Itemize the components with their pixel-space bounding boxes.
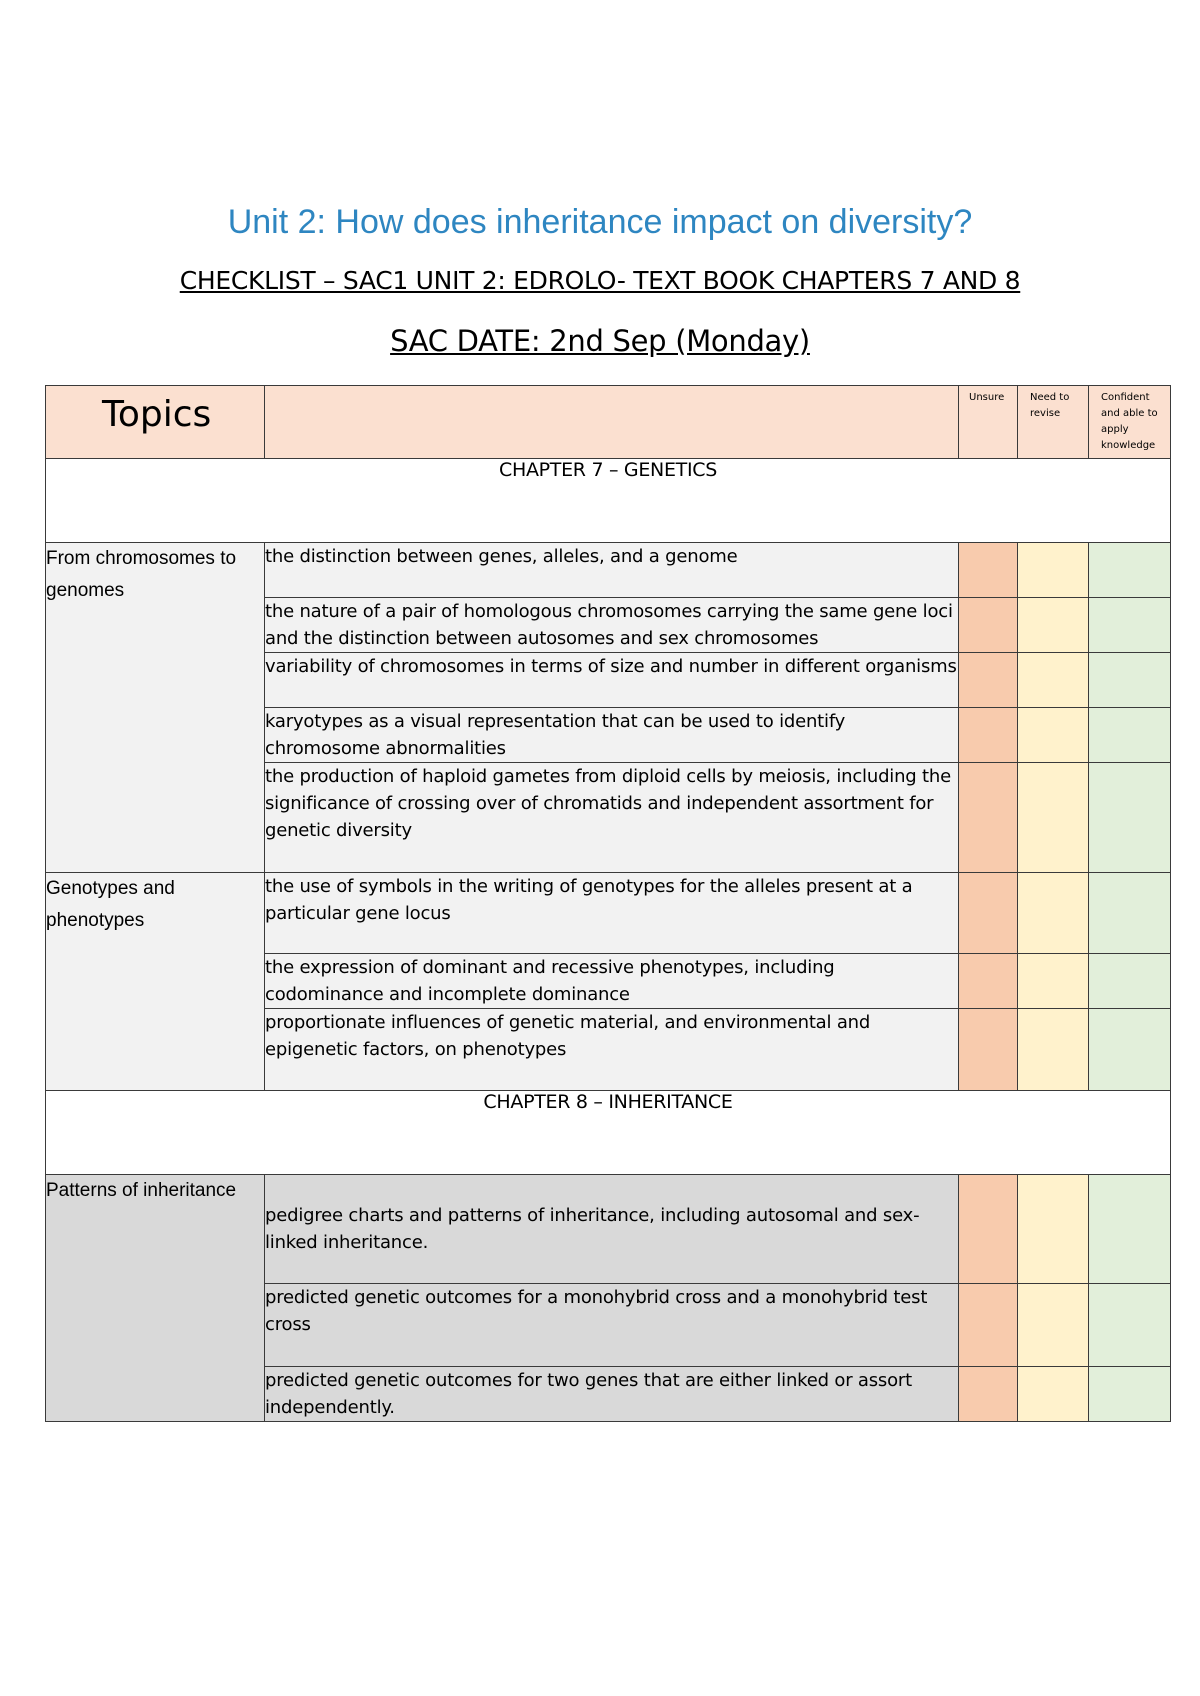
table-row (46, 543, 1171, 598)
page-title: Unit 2: How does inheritance impact on diversity? (227, 203, 973, 241)
need-to-revise-checkbox[interactable] (1018, 1175, 1089, 1284)
topics-header: Topics (46, 386, 265, 459)
confident-header: Confident and able to apply knowledge (1089, 386, 1171, 459)
checklist-item: predicted genetic outcomes for a monohybrid cross and a monohybrid test cross (265, 1284, 959, 1367)
need-to-revise-checkbox[interactable] (1018, 653, 1089, 708)
checklist-item: pedigree charts and patterns of inheritance, including autosomal and sex-linked inheritance. (265, 1175, 959, 1284)
checklist-item: predicted genetic outcomes for two genes that are either linked or assort independently. (265, 1367, 959, 1422)
checklist-item: variability of chromosomes in terms of size and number in different organisms (265, 653, 959, 708)
unsure-checkbox[interactable] (959, 763, 1018, 873)
checklist-item: the expression of dominant and recessive phenotypes, including codominance and incomplete dominance (265, 954, 959, 1009)
table-row (46, 873, 1171, 954)
confident-checkbox[interactable] (1089, 543, 1171, 598)
need-to-revise-checkbox[interactable] (1018, 1284, 1089, 1367)
need-to-revise-checkbox[interactable] (1018, 1367, 1089, 1422)
need-to-revise-checkbox[interactable] (1018, 763, 1089, 873)
unsure-checkbox[interactable] (959, 1284, 1018, 1367)
chapter-7-heading: CHAPTER 7 – GENETICS (46, 459, 1171, 543)
description-header (265, 386, 959, 459)
checklist-item: the distinction between genes, alleles, and a genome (265, 543, 959, 598)
need-to-revise-checkbox[interactable] (1018, 708, 1089, 763)
unsure-checkbox[interactable] (959, 1009, 1018, 1091)
topic-genotypes-and-phenotypes: Genotypes and phenotypes (46, 873, 265, 1091)
unsure-checkbox[interactable] (959, 1367, 1018, 1422)
chapter-row (46, 1091, 1171, 1175)
need-to-revise-header: Need to revise (1018, 386, 1089, 459)
unsure-checkbox[interactable] (959, 708, 1018, 763)
checklist-item: the production of haploid gametes from diploid cells by meiosis, including the significance of crossing over of chromatids and independent assortment for genetic diversity (265, 763, 959, 873)
unsure-checkbox[interactable] (959, 1175, 1018, 1284)
confident-checkbox[interactable] (1089, 1284, 1171, 1367)
topic-chromosomes-to-genomes: From chromosomes to genomes (46, 543, 265, 873)
checklist-item: the use of symbols in the writing of genotypes for the alleles present at a particular gene locus (265, 873, 959, 954)
need-to-revise-checkbox[interactable] (1018, 873, 1089, 954)
need-to-revise-checkbox[interactable] (1018, 598, 1089, 653)
confident-checkbox[interactable] (1089, 1009, 1171, 1091)
confident-checkbox[interactable] (1089, 954, 1171, 1009)
checklist-subtitle: CHECKLIST – SAC1 UNIT 2: EDROLO- TEXT BOOK CHAPTERS 7 AND 8 (179, 266, 1021, 295)
unsure-checkbox[interactable] (959, 598, 1018, 653)
unsure-checkbox[interactable] (959, 653, 1018, 708)
checklist-item: karyotypes as a visual representation that can be used to identify chromosome abnormalities (265, 708, 959, 763)
sac-date: SAC DATE: 2nd Sep (Monday) (390, 324, 810, 358)
confident-checkbox[interactable] (1089, 598, 1171, 653)
unsure-checkbox[interactable] (959, 954, 1018, 1009)
need-to-revise-checkbox[interactable] (1018, 954, 1089, 1009)
need-to-revise-checkbox[interactable] (1018, 543, 1089, 598)
confident-checkbox[interactable] (1089, 708, 1171, 763)
checklist-table (45, 385, 1171, 1422)
confident-checkbox[interactable] (1089, 1367, 1171, 1422)
unsure-header: Unsure (959, 386, 1018, 459)
confident-checkbox[interactable] (1089, 653, 1171, 708)
confident-checkbox[interactable] (1089, 1175, 1171, 1284)
chapter-row (46, 459, 1171, 543)
confident-checkbox[interactable] (1089, 873, 1171, 954)
confident-checkbox[interactable] (1089, 763, 1171, 873)
unsure-checkbox[interactable] (959, 873, 1018, 954)
checklist-item: proportionate influences of genetic material, and environmental and epigenetic factors, on phenotypes (265, 1009, 959, 1091)
chapter-8-heading: CHAPTER 8 – INHERITANCE (46, 1091, 1171, 1175)
table-row (46, 1175, 1171, 1284)
checklist-item: the nature of a pair of homologous chromosomes carrying the same gene loci and the distinction between autosomes and sex chromosomes (265, 598, 959, 653)
unsure-checkbox[interactable] (959, 543, 1018, 598)
topic-patterns-of-inheritance: Patterns of inheritance (46, 1175, 265, 1422)
need-to-revise-checkbox[interactable] (1018, 1009, 1089, 1091)
table-header-row (46, 386, 1171, 459)
